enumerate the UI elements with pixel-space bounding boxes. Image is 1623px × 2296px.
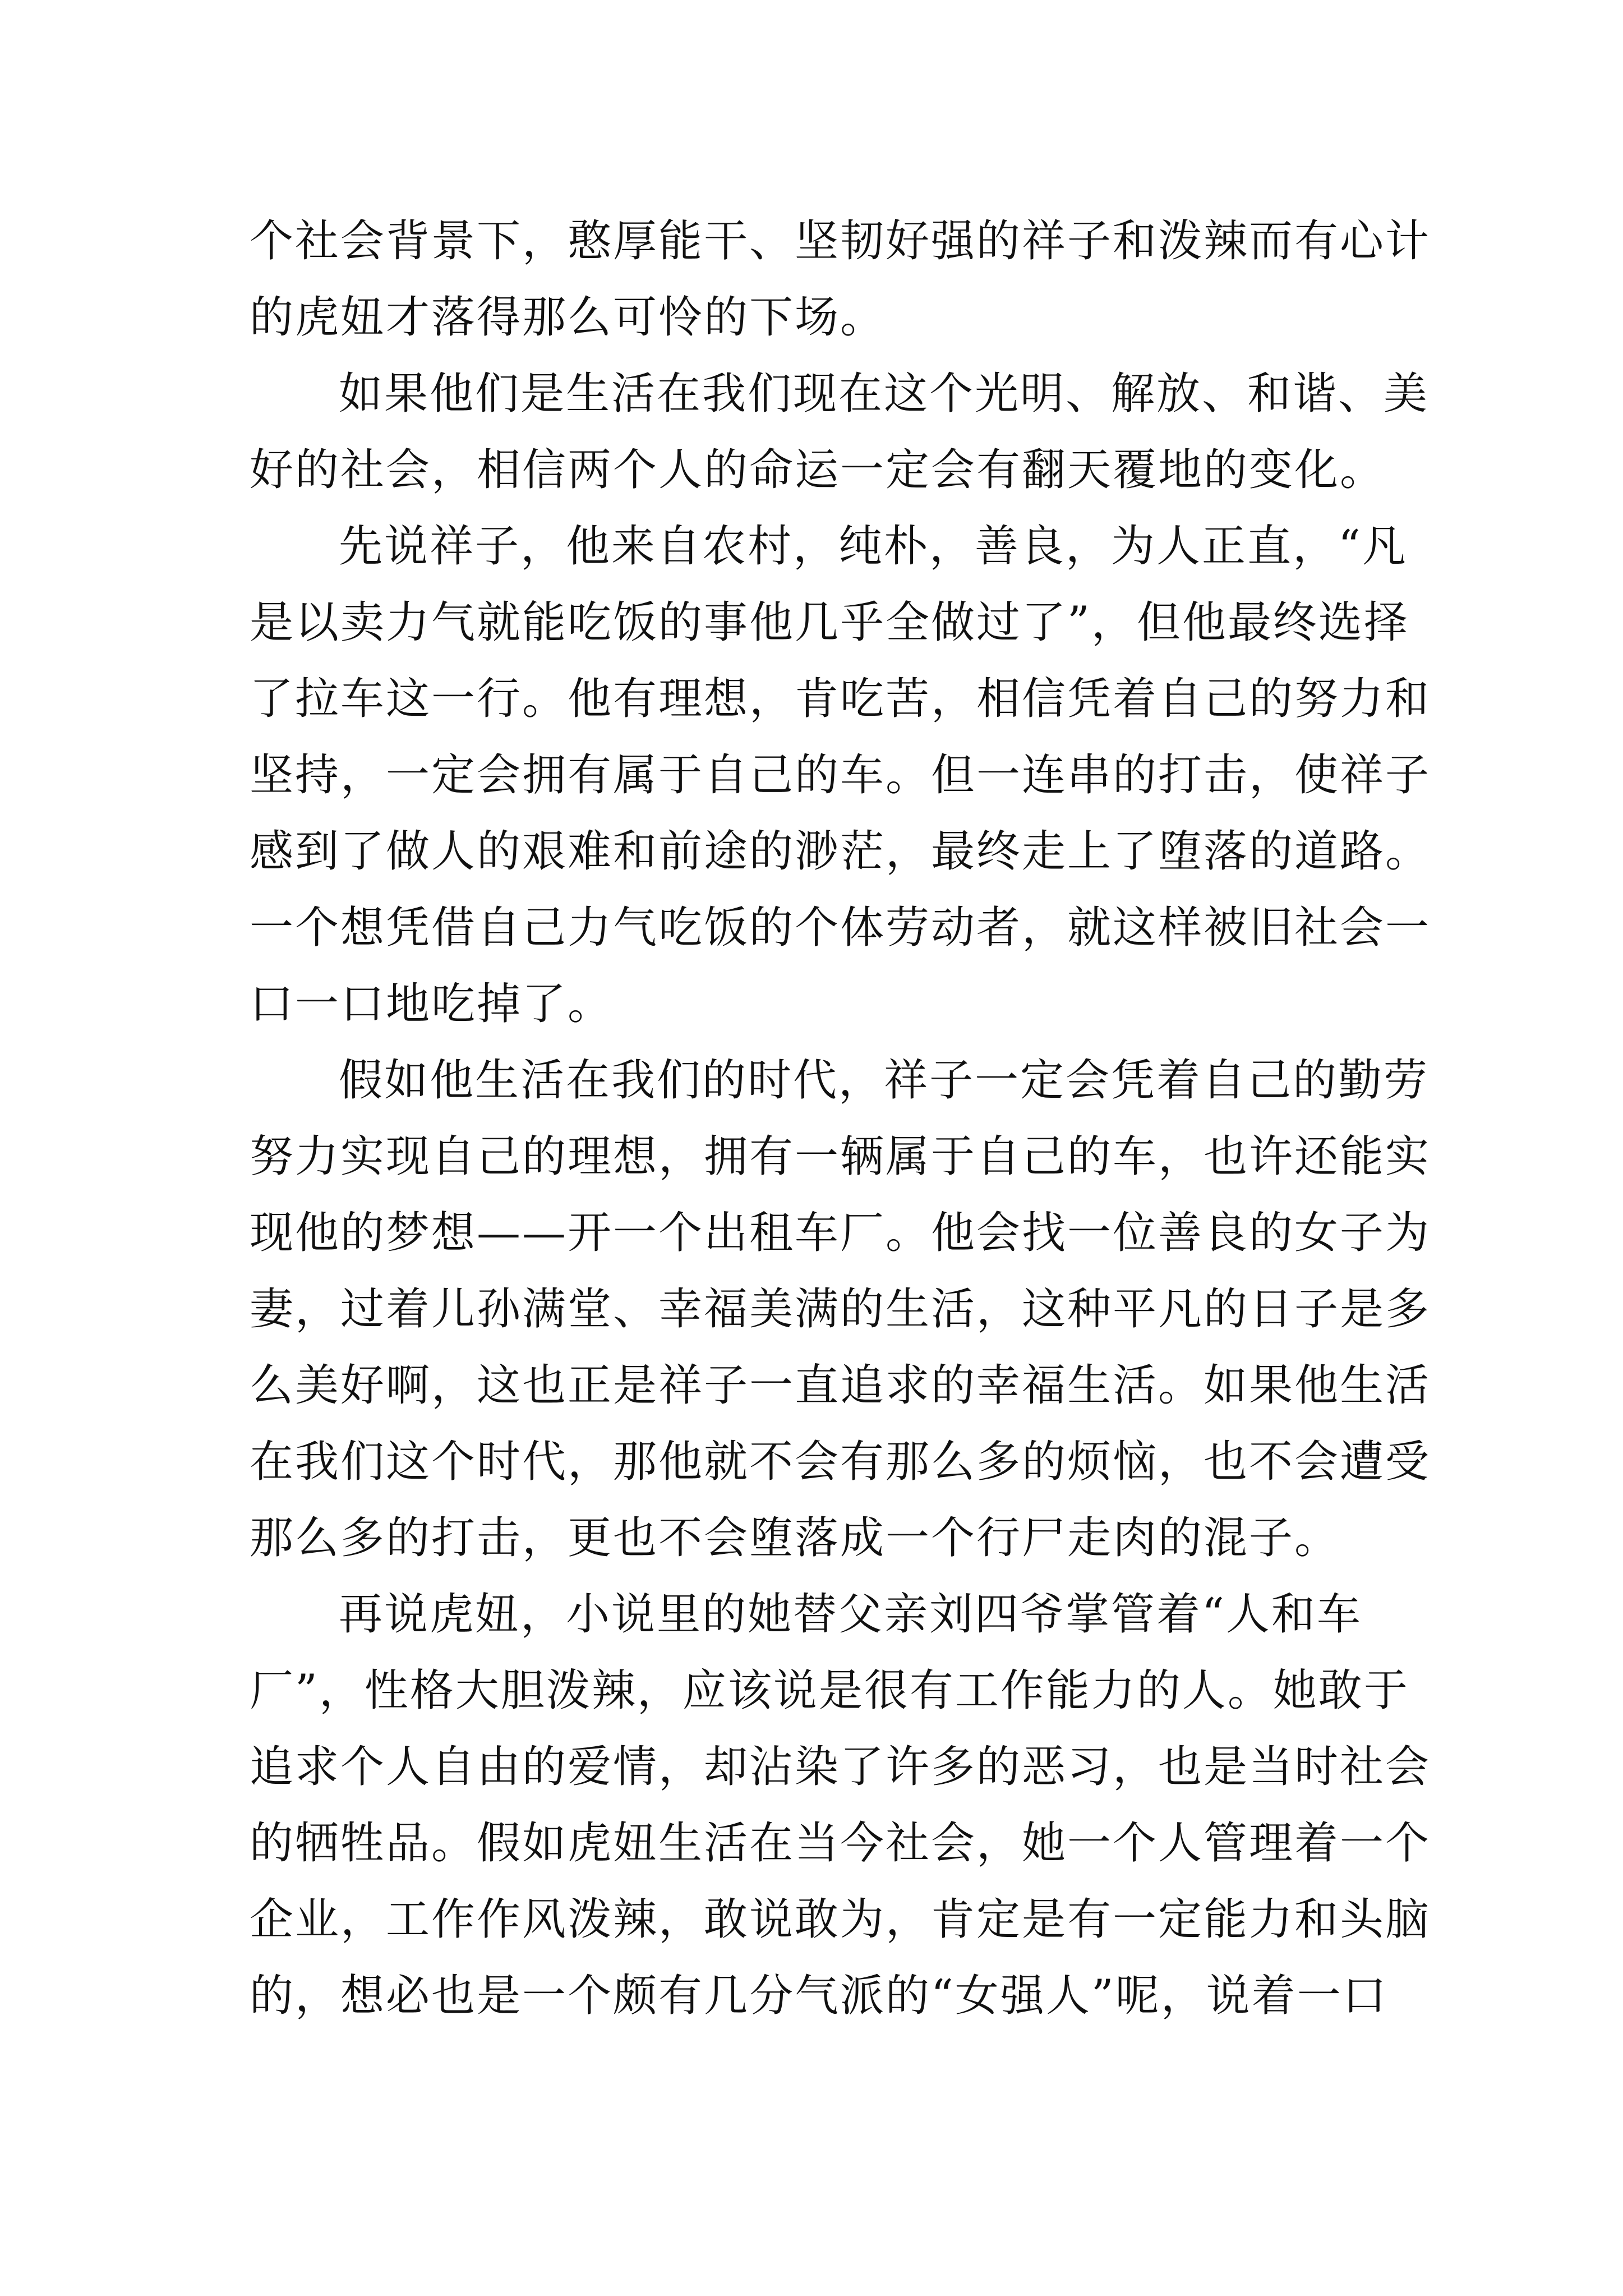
text-line: 厂”，性格大胆泼辣，应该说是很有工作能力的人。她敢于: [250, 1665, 1409, 1716]
text-line: 在我们这个时代，那他就不会有那么多的烦恼，也不会遭受: [250, 1437, 1431, 1487]
text-line: 妻，过着儿孙满堂、幸福美满的生活，这种平凡的日子是多: [250, 1284, 1431, 1335]
text-line: 现他的梦想——开一个出租车厂。他会找一位善良的女子为: [250, 1208, 1431, 1258]
text-line: 坚持，一定会拥有属于自己的车。但一连串的打击，使祥子: [250, 750, 1431, 800]
paragraph-first-line: 如果他们是生活在我们现在这个光明、解放、和谐、美: [339, 369, 1430, 419]
text-line: 的牺牲品。假如虎妞生活在当今社会，她一个人管理着一个: [250, 1818, 1431, 1869]
text-line: 个社会背景下，憨厚能干、坚韧好强的祥子和泼辣而有心计: [250, 216, 1431, 266]
text-line: 么美好啊，这也正是祥子一直追求的幸福生活。如果他生活: [250, 1360, 1431, 1411]
text-line: 一个想凭借自己力气吃饭的个体劳动者，就这样被旧社会一: [250, 903, 1431, 953]
text-line: 努力实现自己的理想，拥有一辆属于自己的车，也许还能实: [250, 1131, 1431, 1182]
text-line: 感到了做人的艰难和前途的渺茫，最终走上了堕落的道路。: [250, 826, 1431, 877]
paragraph-first-line: 再说虎妞，小说里的她替父亲刘四爷掌管着“人和车: [339, 1589, 1362, 1640]
text-line: 追求个人自由的爱情，却沾染了许多的恶习，也是当时社会: [250, 1742, 1431, 1792]
text-line: 的，想必也是一个颇有几分气派的“女强人”呢，说着一口: [250, 1971, 1388, 2021]
text-line: 了拉车这一行。他有理想，肯吃苦，相信凭着自己的努力和: [250, 674, 1431, 724]
text-line: 口一口地吃掉了。: [250, 979, 614, 1029]
text-line: 的虎妞才落得那么可怜的下场。: [250, 292, 886, 343]
text-line: 是以卖力气就能吃饭的事他几乎全做过了”，但他最终选择: [250, 597, 1409, 648]
paragraph-first-line: 假如他生活在我们的时代，祥子一定会凭着自己的勤劳: [339, 1055, 1430, 1106]
paragraph-first-line: 先说祥子，他来自农村，纯朴，善良，为人正直，“凡: [339, 521, 1408, 572]
text-line: 好的社会，相信两个人的命运一定会有翻天覆地的变化。: [250, 445, 1386, 495]
text-line: 那么多的打击，更也不会堕落成一个行尸走肉的混子。: [250, 1513, 1340, 1563]
text-line: 企业，工作作风泼辣，敢说敢为，肯定是有一定能力和头脑: [250, 1894, 1431, 1945]
